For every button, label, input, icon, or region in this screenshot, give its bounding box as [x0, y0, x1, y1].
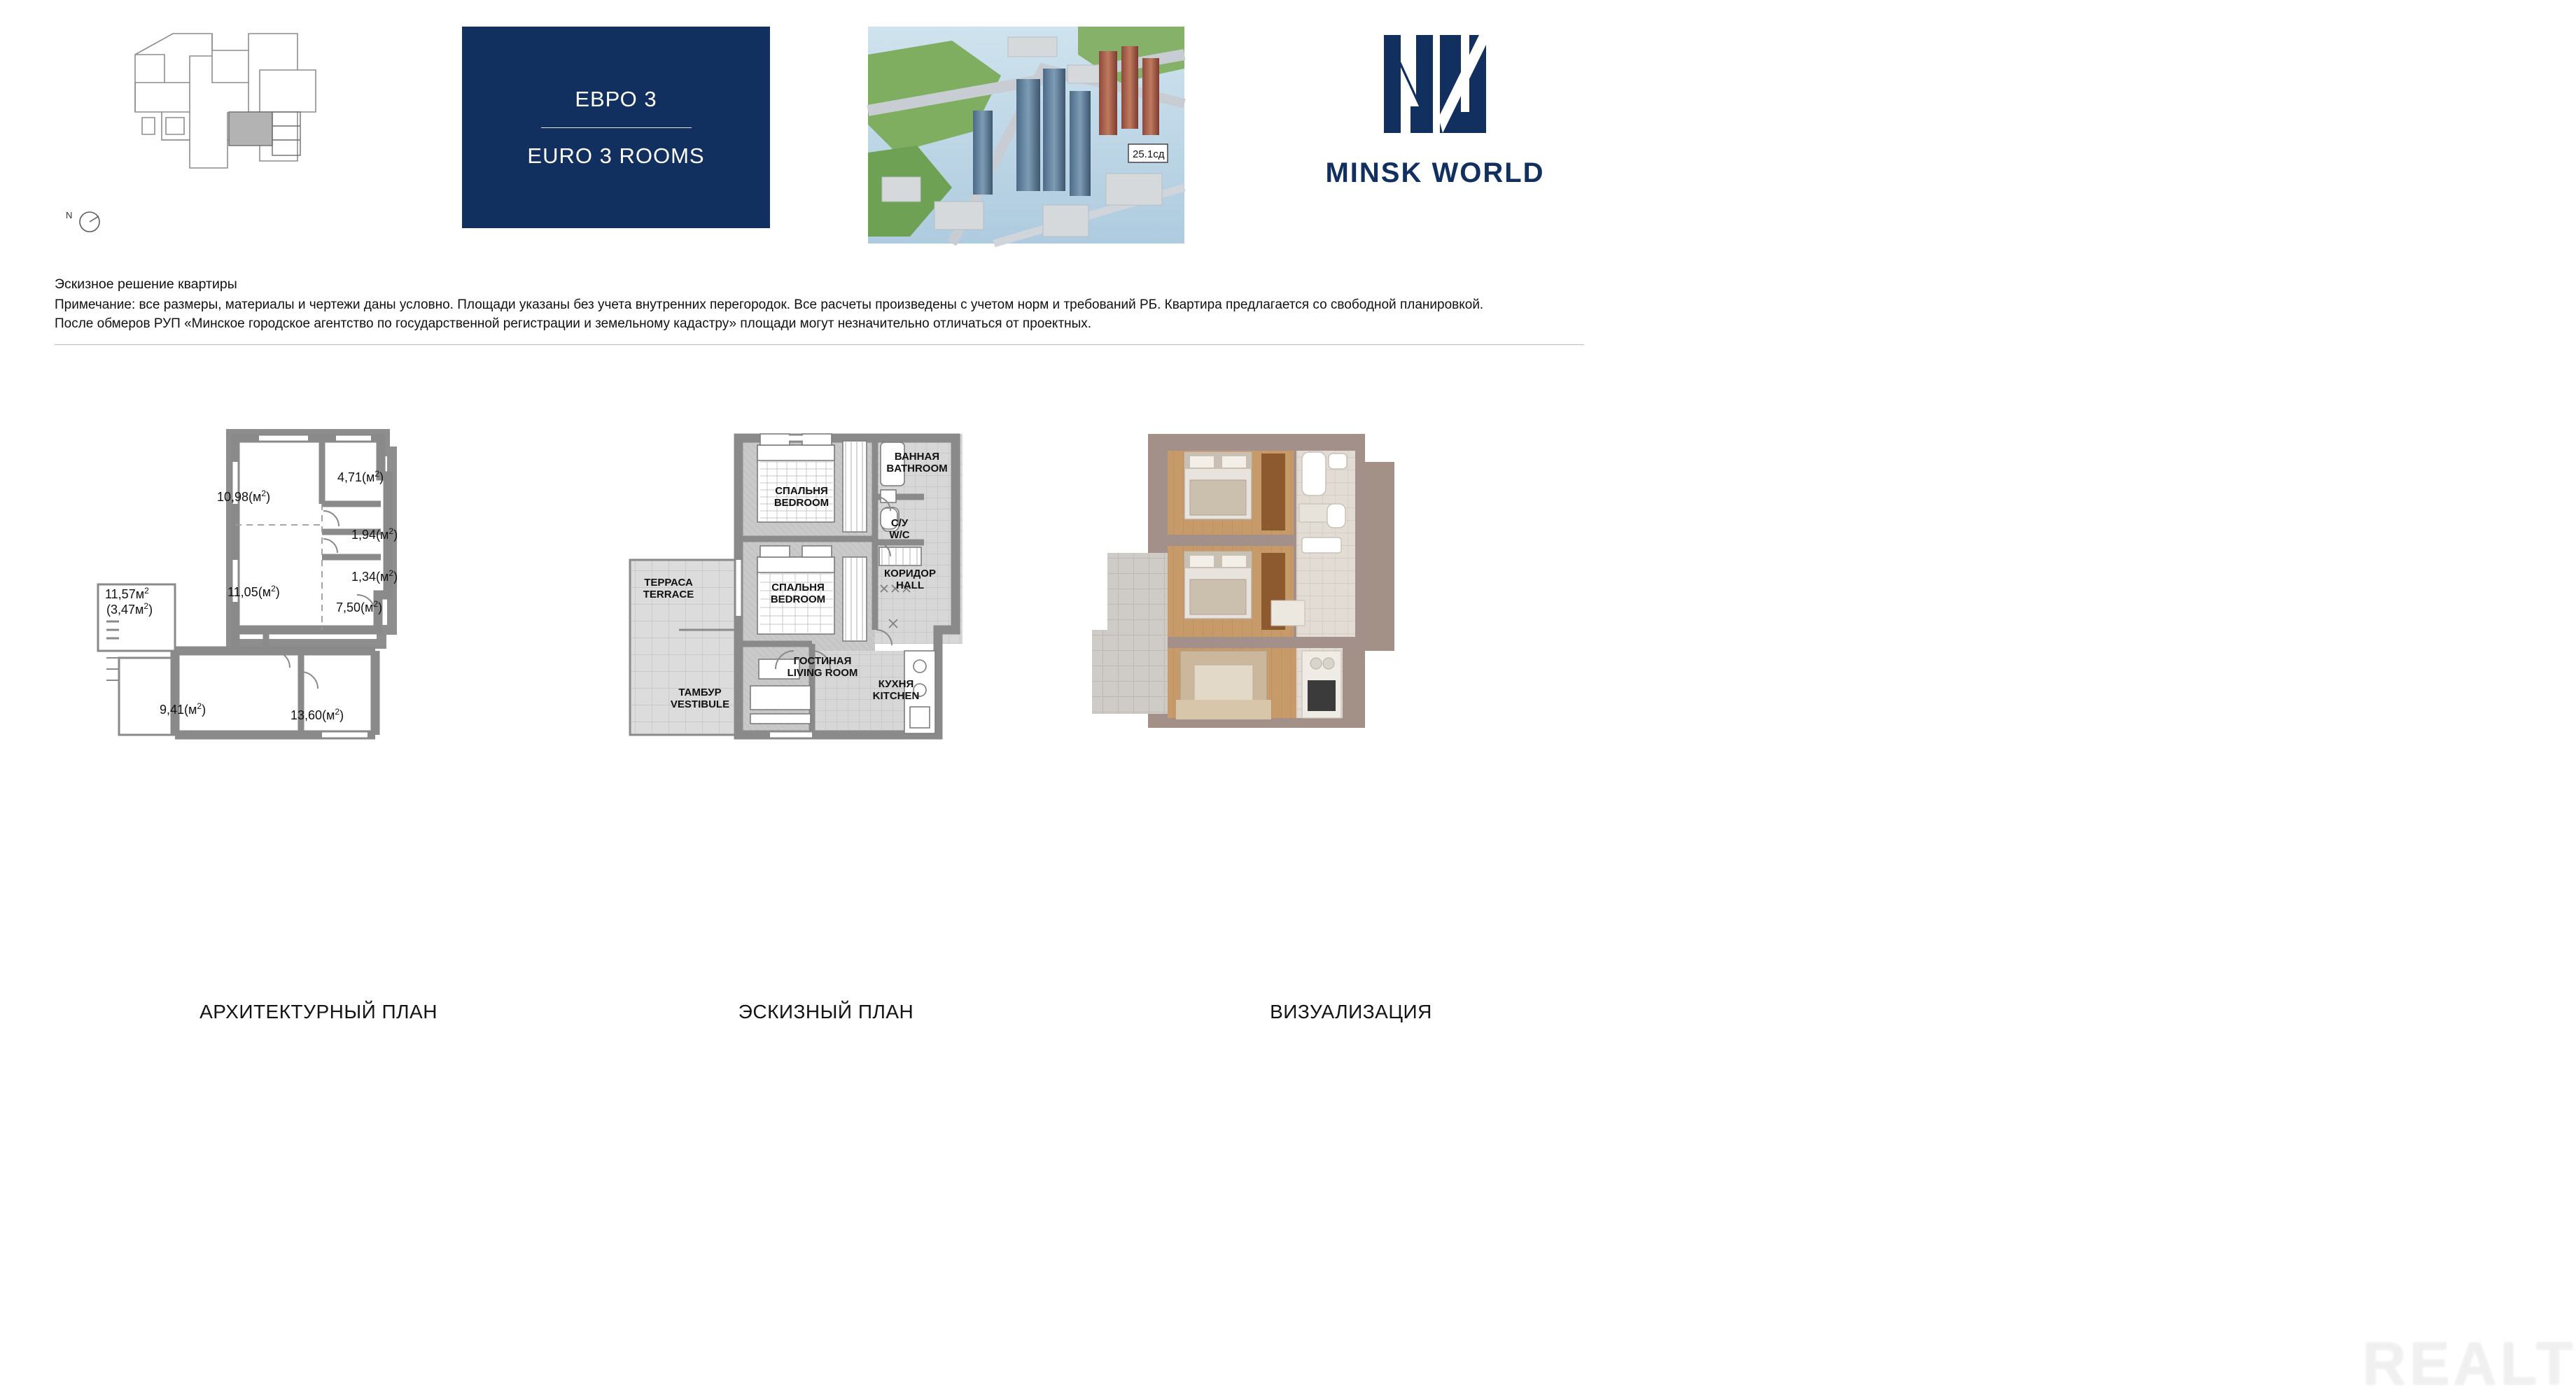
area-label: $10,98(м^2)$: [217, 488, 271, 504]
room-label-wc: С/У W/C: [889, 517, 910, 541]
svg-text:25.1сд: 25.1сд: [1133, 148, 1165, 160]
horizontal-divider: [55, 344, 1584, 345]
room-label-vestibule: ТАМБУР VESTIBULE: [670, 687, 730, 710]
room-label-kitchen: КУХНЯ KITCHEN: [872, 678, 920, 702]
area-label: $9,41(м^2)$: [160, 701, 206, 717]
note-title: Эскизное решение квартиры: [55, 276, 237, 292]
room-label-bathroom: ВАННАЯ BATHROOM: [886, 451, 948, 474]
area-label: $11,05(м^2)$: [227, 584, 280, 599]
caption-architectural-plan: АРХИТЕКТУРНЫЙ ПЛАН: [200, 1001, 438, 1022]
brand-block: [1284, 28, 1586, 231]
title-divider: [541, 127, 692, 128]
document-header: [0, 0, 1637, 273]
note-line-2: После обмеров РУП «Минское городское агентство по государственной регистрации и земельному кадастру» площади могут незначительно отличаться от проектных.: [55, 316, 1092, 331]
title-ru: ЕВРО 3: [575, 86, 657, 111]
room-label-living-room: ГОСТИНАЯ LIVING ROOM: [787, 655, 858, 679]
note-line-1: Примечание: все размеры, материалы и чертежи даны условно. Площади указаны без учета внутренних перегородок. Все расчеты произведены с учетом норм и требований РБ. Квартира предлагается со свободной планировкой.: [55, 297, 1484, 312]
room-label-bedroom-1: СПАЛЬНЯ BEDROOM: [774, 485, 830, 509]
area-label: $(3,47м^2)$: [106, 601, 153, 617]
area-label: $7,50(м^2)$: [336, 599, 383, 614]
brand-name: MINSK WORLD: [1325, 157, 1545, 188]
building-layout-mini-plan: [122, 28, 326, 189]
note-block: [55, 276, 1584, 334]
apartment-type-title: [462, 27, 770, 228]
complex-aerial-photo: [868, 27, 1184, 244]
caption-sketch-plan: ЭСКИЗНЫЙ ПЛАН: [738, 1001, 914, 1022]
caption-visualization: ВИЗУАЛИЗАЦИЯ: [1270, 1001, 1432, 1022]
area-label: $13,60(м^2)$: [290, 707, 344, 722]
area-label: $4,71(м^2)$: [337, 469, 384, 484]
compass-icon: [62, 206, 111, 238]
svg-text:N: N: [66, 210, 73, 220]
sketch-plan: [602, 420, 1050, 910]
minsk-world-logo-icon: [1376, 28, 1494, 150]
area-label: $11,57м^2$: [105, 586, 149, 601]
room-label-bedroom-2: СПАЛЬНЯ BEDROOM: [770, 582, 826, 605]
room-label-terrace: ТЕРРАСА TERRACE: [643, 577, 694, 600]
architectural-plan: [91, 420, 546, 910]
area-label: $1,94(м^2)$: [351, 526, 398, 542]
room-label-hall: КОРИДОР HALL: [884, 568, 936, 591]
watermark-realt: REALT: [2362, 1330, 2576, 1398]
title-en: EURO 3 ROOMS: [527, 143, 705, 168]
area-label: $1,34(м^2)$: [351, 568, 398, 584]
